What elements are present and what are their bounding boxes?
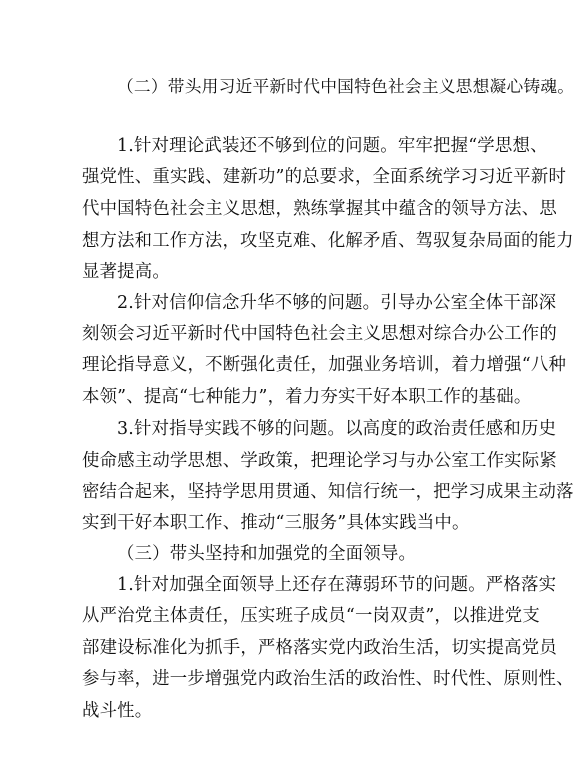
paragraph-line: 本领”、提高“七种能力”，着力夯实干好本职工作的基础。 xyxy=(82,386,532,407)
paragraph-line: 显著提高。 xyxy=(82,262,170,283)
paragraph-line: 1.针对加强全面领导上还存在薄弱环节的问题。严格落实 xyxy=(117,574,557,595)
paragraph-line: 部建设标准化为抓手，严格落实党内政治生活，切实提高党员 xyxy=(82,637,557,658)
section-heading-three-line: （三）带头坚持和加强党的全面领导。 xyxy=(117,543,417,564)
paragraph-line: 理论指导意义，不断强化责任，加强业务培训，着力增强“八种 xyxy=(82,355,567,376)
paragraph-line: 代中国特色社会主义思想，熟练掌握其中蕴含的领导方法、思 xyxy=(82,199,557,219)
paragraph-line: 刻领会习近平新时代中国特色社会主义思想对综合办公工作的 xyxy=(82,323,557,344)
paragraph-line: 实到干好本职工作、推动“三服务”具体实践当中。 xyxy=(82,513,470,534)
paragraph-line: 使命感主动学思想、学政策，把理论学习与办公室工作实际紧 xyxy=(82,450,557,471)
paragraph-line: 2.针对信仰信念升华不够的问题。引导办公室全体干部深 xyxy=(117,292,557,313)
paragraph-line: 从严治党主体责任，压实班子成员“一岗双责”，以推进党支 xyxy=(82,606,540,627)
paragraph-line: 想方法和工作方法，攻坚克难、化解矛盾、驾驭复杂局面的能力 xyxy=(82,230,574,251)
paragraph-line: 参与率，进一步增强党内政治生活的政治性、时代性、原则性、 xyxy=(82,669,574,690)
section-heading-two-line: （二）带头用习近平新时代中国特色社会主义思想凝心铸魂。 xyxy=(117,76,575,96)
paragraph-line: 强党性、重实践、建新功”的总要求，全面系统学习习近平新时 xyxy=(82,167,567,188)
paragraph-line: 密结合起来，坚持学思用贯通、知信行统一，把学习成果主动落 xyxy=(82,481,574,502)
paragraph-line: 战斗性。 xyxy=(82,701,153,721)
paragraph-line: 1.针对理论武装还不够到位的问题。牢牢把握“学思想、 xyxy=(117,135,548,156)
paragraph-line: 3.针对指导实践不够的问题。以高度的政治责任感和历史 xyxy=(117,419,557,440)
